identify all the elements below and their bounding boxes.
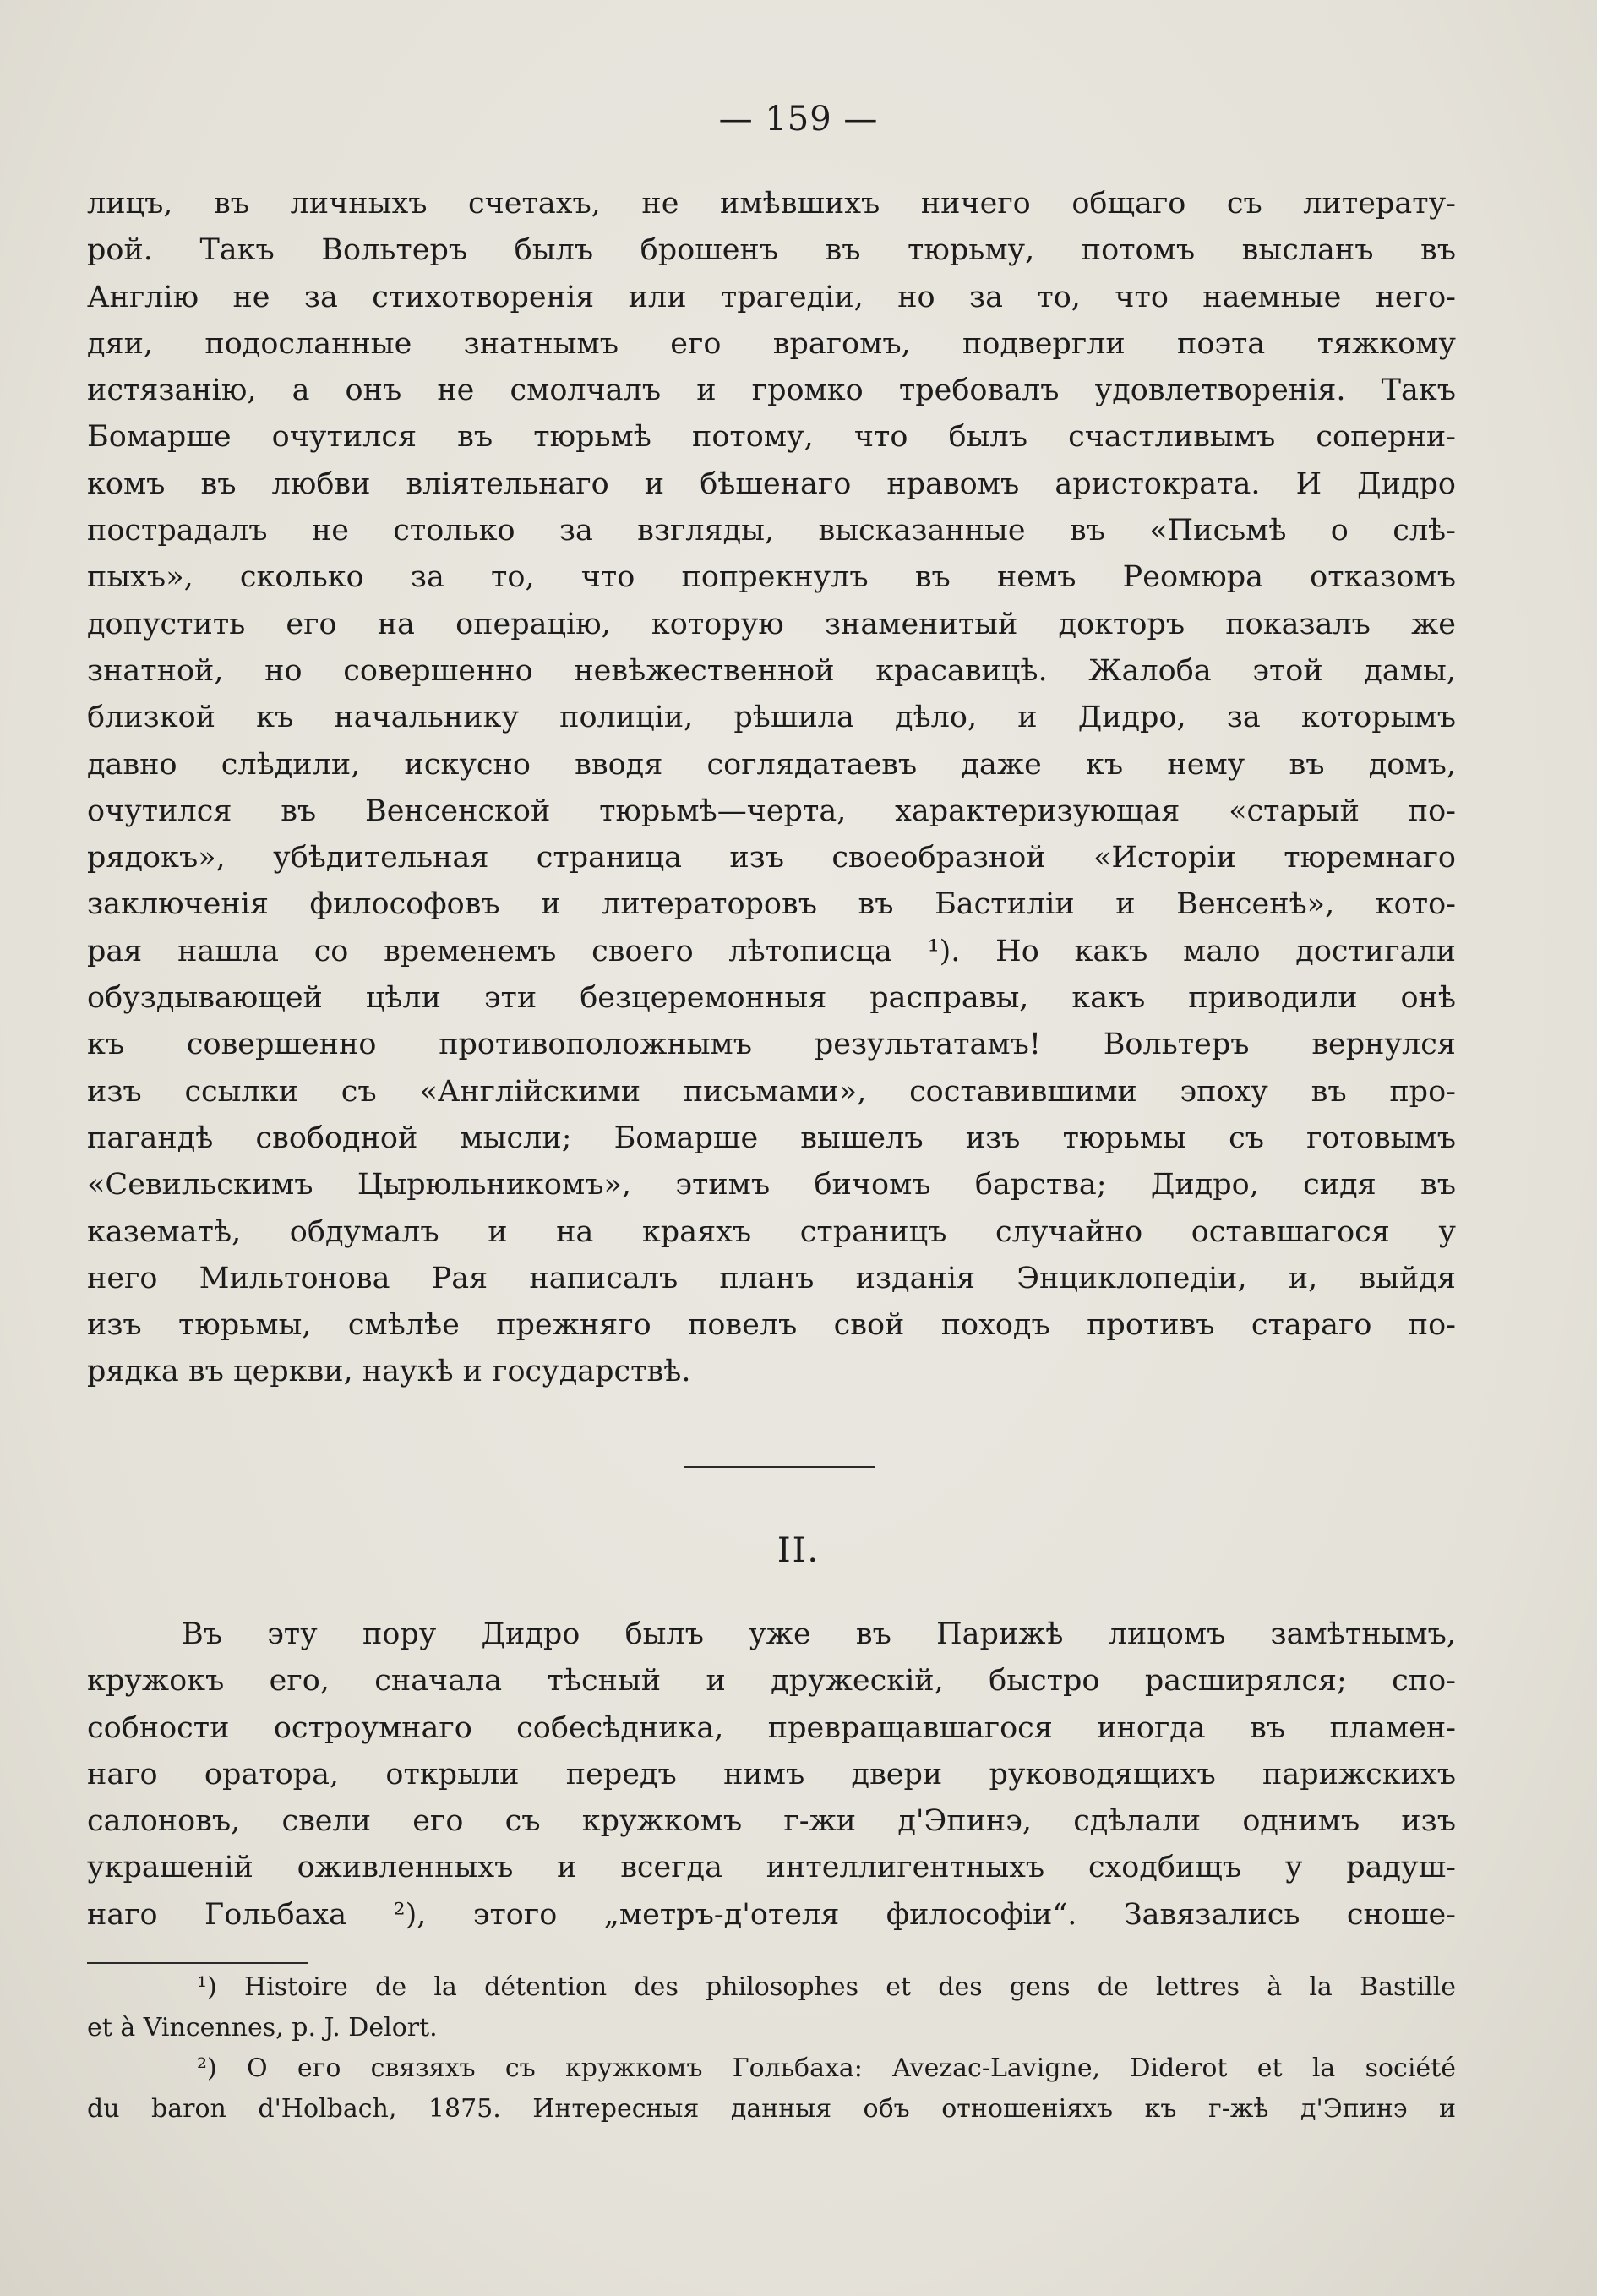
text-line: дяи, подосланные знатнымъ его врагомъ, подвергли поэта тяжкому (87, 326, 1456, 361)
text-line: наго оратора, открыли передъ нимъ двери руководящихъ парижскихъ (87, 1757, 1456, 1792)
text-line: казематѣ, обдумалъ и на краяхъ страницъ случайно оставшагося у (87, 1214, 1456, 1249)
text-line: пострадалъ не столько за взгляды, высказанные въ «Письмѣ о слѣ- (87, 514, 1456, 548)
text-line: рядка въ церкви, наукѣ и государствѣ. (87, 1355, 691, 1389)
text-line: заключенія философовъ и литераторовъ въ Бастиліи и Венсенѣ», кото- (87, 887, 1456, 922)
text-line: него Мильтонова Рая написалъ планъ изданія Энциклопедіи, и, выйдя (87, 1261, 1456, 1295)
text-line: комъ въ любви вліятельнаго и бѣшенаго нравомъ аристократа. И Дидро (87, 466, 1456, 501)
footnote-rule (87, 1962, 308, 1964)
text-line: истязанію, а онъ не смолчалъ и громко требовалъ удовлетворенія. Такъ (87, 374, 1456, 408)
text-line: наго Гольбаха ²), этого „метръ-д'отеля философіи“. Завязались сноше- (87, 1897, 1456, 1932)
text-line: давно слѣдили, искусно вводя соглядатаевъ даже къ нему въ домъ, (87, 747, 1456, 782)
text-line: Въ эту пору Дидро былъ уже въ Парижѣ лицомъ замѣтнымъ, (182, 1617, 1456, 1651)
text-line: близкой къ начальнику полиціи, рѣшила дѣло, и Дидро, за которымъ (87, 701, 1456, 735)
section-heading: II. (777, 1531, 820, 1570)
text-line: «Севильскимъ Цырюльникомъ», этимъ бичомъ барства; Дидро, сидя въ (87, 1168, 1456, 1203)
text-line: очутился въ Венсенской тюрьмѣ—черта, характеризующая «старый по- (87, 794, 1456, 828)
text-line: салоновъ, свели его съ кружкомъ г-жи д'Эпинэ, сдѣлали однимъ изъ (87, 1804, 1456, 1839)
text-line: знатной, но совершенно невѣжественной красавицѣ. Жалоба этой дамы, (87, 653, 1456, 688)
text-line: пыхъ», сколько за то, что попрекнулъ въ немъ Реомюра отказомъ (87, 560, 1456, 595)
paragraph-main (87, 181, 1456, 1396)
text-line: изъ тюрьмы, смѣлѣе прежняго повелъ свой походъ противъ стараго по- (87, 1308, 1456, 1343)
text-line: украшеній оживленныхъ и всегда интеллигентныхъ сходбищъ у радуш- (87, 1851, 1456, 1885)
text-line: кружокъ его, сначала тѣсный и дружескій, быстро расширялся; спо- (87, 1664, 1456, 1699)
text-line: къ совершенно противоположнымъ результатамъ! Вольтеръ вернулся (87, 1028, 1456, 1062)
text-line: рядокъ», убѣдительная страница изъ своеобразной «Исторіи тюремнаго (87, 841, 1456, 875)
text-line: лицъ, въ личныхъ счетахъ, не имѣвшихъ ничего общаго съ литерату- (87, 187, 1456, 221)
section-divider (684, 1466, 875, 1468)
footnote-line: ²) О его связяхъ съ кружкомъ Гольбаха: Avezac-Lavigne, Diderot et la société (197, 2053, 1456, 2083)
text-line: Англію не за стихотворенія или трагедіи, но за то, что наемные него- (87, 280, 1456, 314)
text-line: изъ ссылки съ «Англійскими письмами», составившими эпоху въ про- (87, 1074, 1456, 1109)
text-line: допустить его на операцію, которую знаменитый докторъ показалъ же (87, 607, 1456, 641)
text-line: пагандѣ свободной мысли; Бомарше вышелъ изъ тюрьмы съ готовымъ (87, 1121, 1456, 1155)
text-line: обуздывающей цѣли эти безцеремонныя расправы, какъ приводили онѣ (87, 981, 1456, 1016)
text-line: рой. Такъ Вольтеръ былъ брошенъ въ тюрьму, потомъ высланъ въ (87, 233, 1456, 268)
paragraph-section-two (87, 1612, 1456, 1939)
footnotes (87, 1967, 1456, 2130)
text-line: рая нашла со временемъ своего лѣтописца ¹). Но какъ мало достигали (87, 934, 1456, 968)
page-number: — 159 — (718, 100, 879, 139)
text-line: Бомарше очутился въ тюрьмѣ потому, что былъ счастливымъ соперни- (87, 420, 1456, 455)
footnote-line: et à Vincennes, p. J. Delort. (87, 2013, 438, 2042)
footnote-line: ¹) Histoire de la détention des philosophes et des gens de lettres à la Bastille (197, 1972, 1456, 2002)
footnote-line: du baron d'Holbach, 1875. Интересныя данныя объ отношеніяхъ къ г-жѣ д'Эпинэ и (87, 2094, 1456, 2124)
text-line: собности остроумнаго собесѣдника, превращавшагося иногда въ пламен- (87, 1710, 1456, 1745)
